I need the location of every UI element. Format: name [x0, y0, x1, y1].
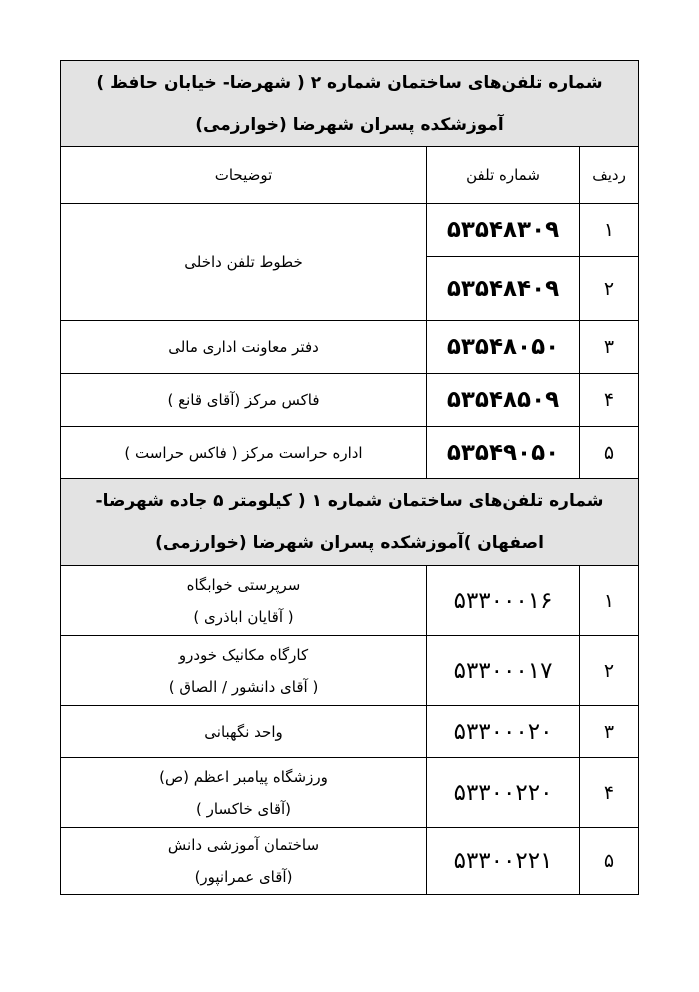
- phone-number: ۵۳۵۴۸۵۰۹: [427, 374, 580, 427]
- row-description: خطوط تلفن داخلی: [61, 204, 427, 321]
- phone-number: ۵۳۳۰۰۰۲۰: [427, 706, 580, 758]
- row-description: اداره حراست مرکز ( فاکس حراست ): [61, 427, 427, 479]
- description-line: ساختمان آموزشی دانش: [167, 836, 320, 854]
- row-number: ۴: [580, 374, 639, 427]
- section2-title-line1: شماره تلفن‌های ساختمان شماره ۱ ( کیلومتر ۵ جاده شهرضا-: [95, 491, 604, 511]
- row-description: [61, 828, 427, 895]
- section1-title-line2: آموزشکده پسران شهرضا (خوارزمی): [195, 114, 504, 135]
- phone-number: ۵۳۳۰۰۲۲۰: [427, 758, 580, 828]
- section1-title-line1: شماره تلفن‌های ساختمان شماره ۲ ( شهرضا- خیابان حافظ ): [96, 72, 603, 93]
- row-description: [61, 758, 427, 828]
- section2-title-line2: اصفهان )آموزشکده پسران شهرضا (خوارزمی): [155, 533, 544, 553]
- phone-number: ۵۳۵۴۸۳۰۹: [427, 204, 580, 257]
- phone-number: ۵۳۳۰۰۰۱۷: [427, 636, 580, 706]
- row-number: ۲: [580, 257, 639, 321]
- phone-number: ۵۳۵۴۸۴۰۹: [427, 257, 580, 321]
- description-line: ( آقایان اباذری ): [193, 607, 294, 626]
- table-row: [61, 636, 639, 706]
- row-description: فاکس مرکز (آقای قانع ): [61, 374, 427, 427]
- column-header-row: [61, 147, 639, 204]
- row-number: ۲: [580, 636, 639, 706]
- table-row: [61, 706, 639, 758]
- header-phone: شماره تلفن: [427, 147, 580, 204]
- row-description: واحد نگهبانی: [61, 706, 427, 758]
- row-description: [61, 636, 427, 706]
- description-line: ورزشگاه پیامبر اعظم (ص): [159, 767, 328, 786]
- row-number: ۳: [580, 321, 639, 374]
- row-number: ۵: [580, 427, 639, 479]
- phone-number: ۵۳۵۴۹۰۵۰: [427, 427, 580, 479]
- phone-number: ۵۳۳۰۰۰۱۶: [427, 566, 580, 636]
- description-line: (آقای عمرانپور): [194, 868, 293, 886]
- description-line: کارگاه مکانیک خودرو: [178, 645, 309, 664]
- header-row-number: ردیف: [580, 147, 639, 204]
- table-row: [61, 374, 639, 427]
- phone-number: ۵۳۵۴۸۰۵۰: [427, 321, 580, 374]
- section2-title: [61, 479, 639, 566]
- table-row: [61, 204, 639, 257]
- row-number: ۱: [580, 204, 639, 257]
- phone-directory-table: [60, 60, 639, 895]
- phone-number: ۵۳۳۰۰۲۲۱: [427, 828, 580, 895]
- description-line: سرپرستی خوابگاه: [186, 575, 301, 594]
- row-number: ۳: [580, 706, 639, 758]
- description-line: (آقای خاکسار ): [195, 799, 292, 818]
- header-description: توضیحات: [61, 147, 427, 204]
- table-row: [61, 566, 639, 636]
- row-description: دفتر معاونت اداری مالی: [61, 321, 427, 374]
- section2-title-row: [61, 479, 639, 566]
- row-number: ۱: [580, 566, 639, 636]
- section1-title-row: [61, 61, 639, 147]
- row-number: ۵: [580, 828, 639, 895]
- table-row: [61, 758, 639, 828]
- table-row: [61, 321, 639, 374]
- section1-title: [61, 61, 639, 147]
- description-line: ( آقای دانشور / الصاق ): [168, 677, 319, 696]
- row-number: ۴: [580, 758, 639, 828]
- row-description: [61, 566, 427, 636]
- table-row: [61, 828, 639, 895]
- table-row: [61, 427, 639, 479]
